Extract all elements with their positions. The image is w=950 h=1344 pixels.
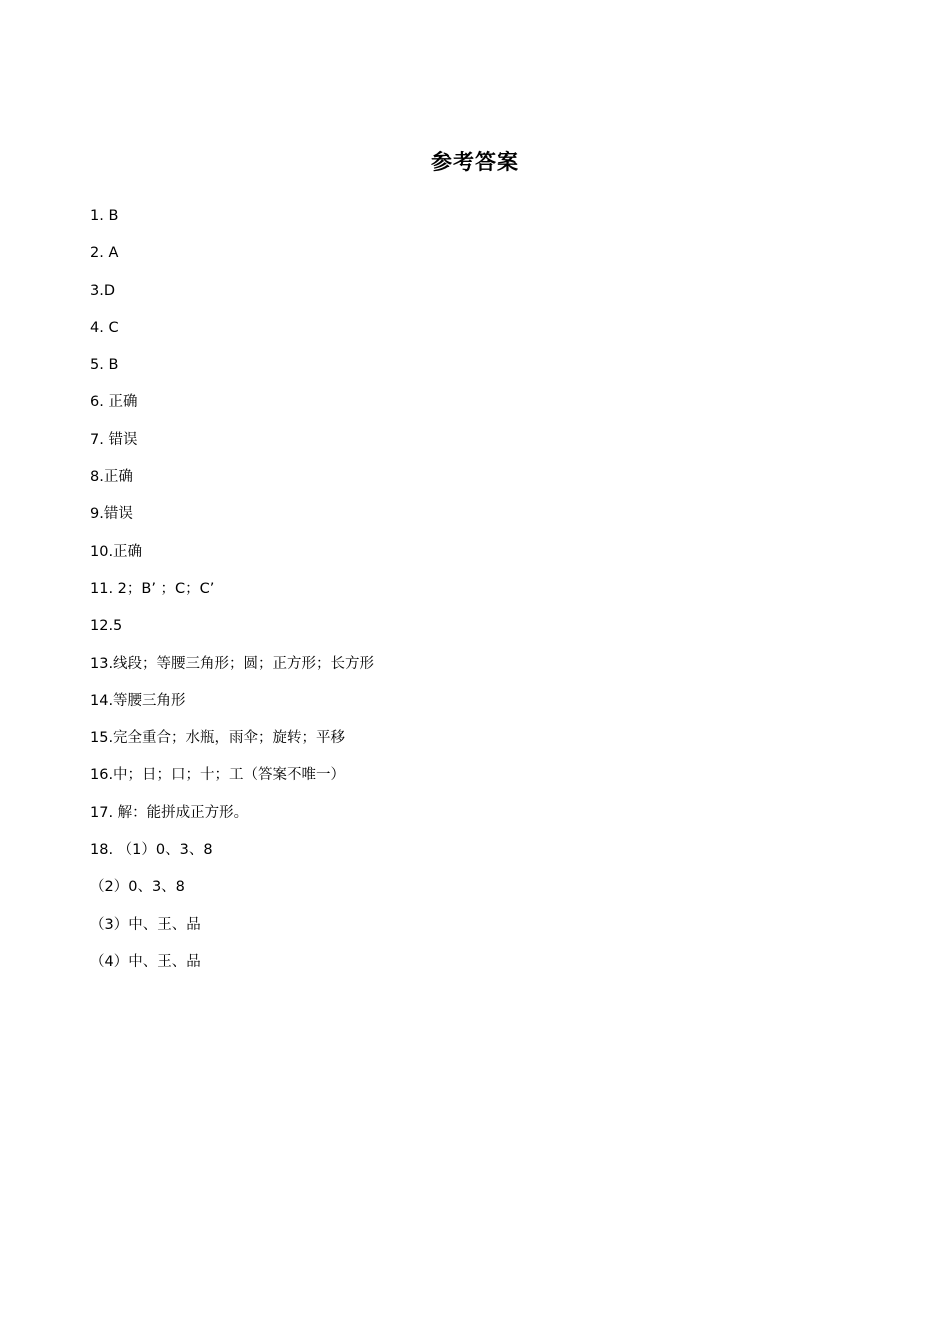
answer-item-7: 7. 错误 [90,431,138,448]
page-title: 参考答案 [431,150,519,174]
answer-item-2: 2. A [90,245,119,262]
answer-item-10: 10.正确 [90,543,143,560]
answer-item-18-part-4: （4）中、王、品 [90,953,201,970]
answer-list [90,204,870,987]
answer-item-8: 8.正确 [90,469,133,486]
answer-item-18-part-3: （3）中、王、品 [90,916,201,933]
answer-item-11: 11. 2；B’ ；C；C’ [90,580,215,597]
answer-item-1: 1. B [90,208,119,224]
answer-item-13: 13.线段；等腰三角形；圆；正方形；长方形 [90,655,375,672]
answer-item-4: 4. C [90,319,119,336]
answer-item-18: 18. （1）0、3、8 [90,842,213,859]
answer-item-9: 9.错误 [90,506,133,523]
answer-item-14: 14.等腰三角形 [90,692,186,709]
answer-item-3: 3.D [90,282,115,299]
answer-item-5: 5. B [90,357,119,374]
answer-item-6: 6. 正确 [90,394,138,411]
answer-item-15: 15.完全重合；水瓶，雨伞；旋转；平移 [90,730,346,747]
answer-item-18-part-2: （2）0、3、8 [90,879,185,896]
answer-item-17: 17. 解：能拼成正方形。 [90,804,249,821]
answer-item-12: 12.5 [90,618,123,635]
answer-item-16: 16.中；日；口；十；工（答案不唯一） [90,767,346,784]
